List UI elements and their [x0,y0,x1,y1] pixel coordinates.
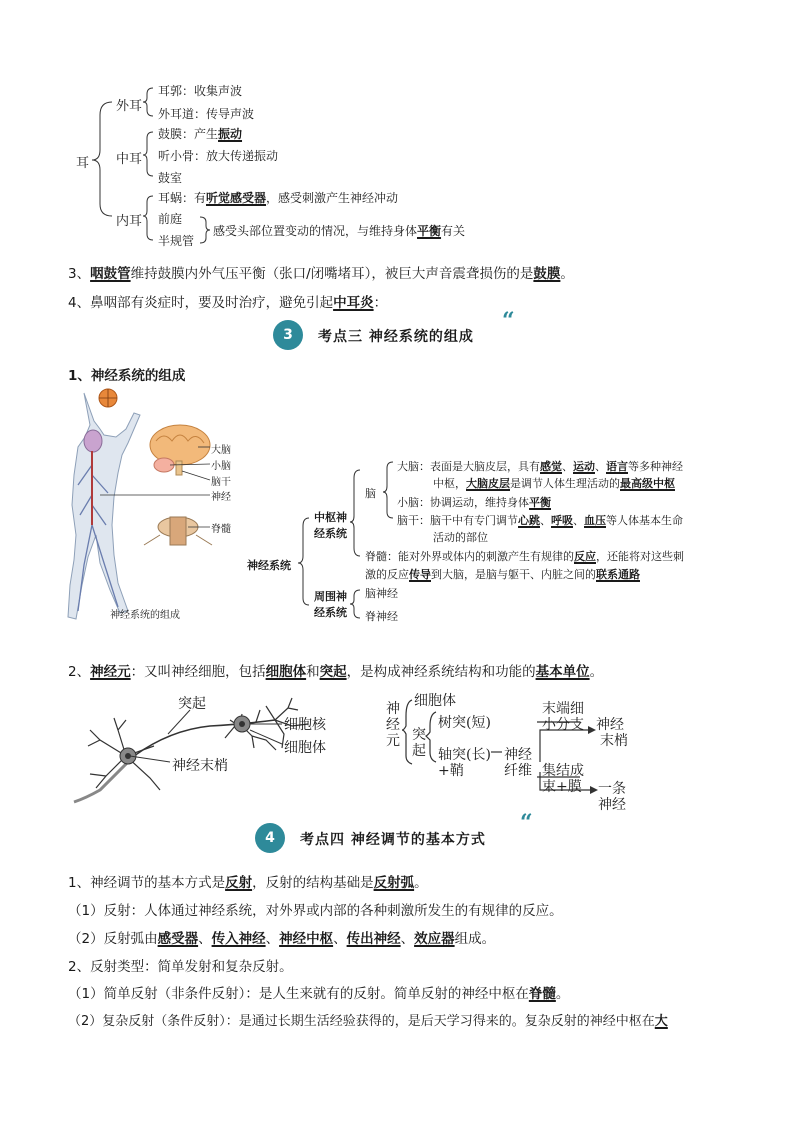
cerebellum-line: 小脑：协调运动，维持身体平衡 [397,496,551,509]
hw-process-1: 突 [412,727,426,743]
ear-root: 耳 [76,156,90,171]
fig-caption: 神经系统的组成 [110,610,180,621]
section-3-title: 考点三 神经系统的组成 [318,329,474,345]
reflex-p6: （2）复杂反射（条件反射）：是通过长期生活经验获得的，是后天学习得来的。复杂反射的神经中枢在大 [68,1014,668,1029]
hw-ending-2: 末梢 [600,733,628,749]
brain-label: 脑 [365,487,376,500]
fig-label-cerebellum: 小脑 [211,461,231,472]
reflex-p4: 2、反射类型：简单发射和复杂反射。 [68,959,293,975]
semicircular-canals-item: 半规管 [158,234,195,248]
fig-label-nerve-ending: 神经末梢 [172,758,228,774]
quote-mark-icon: “ [502,308,515,334]
hw-fiber-1: 神经 [504,747,532,763]
fig-label-nucleus: 细胞核 [284,717,326,733]
inner-ear-label: 内耳 [116,214,143,229]
cerebrum-line1: 大脑：表面是大脑皮层，具有感觉、运动、语言等多种神经 [397,460,683,473]
hw-nerve-2: 神经 [598,797,626,813]
hw-axon: 轴突(长) [438,747,491,763]
hw-nerve-1: 一条 [598,781,626,797]
peripheral-ns-line1: 周围神 [314,590,347,603]
vestibule-item: 前庭 [158,212,183,226]
brainstem-line2: 活动的部位 [433,531,488,544]
hw-soma: 细胞体 [414,693,456,709]
spinal-line2: 激的反应传导到大脑，是脑与躯干、内脏之间的联系通路 [365,568,640,581]
fig-label-brainstem: 脑干 [211,477,231,488]
middle-ear-label: 中耳 [116,152,143,167]
hw-fiber-2: 纤维 [504,763,532,779]
tympanic-cavity-item: 鼓室 [158,171,183,185]
central-ns-line1: 中枢神 [314,511,347,524]
hw-process-2: 起 [412,743,426,759]
quote-mark-icon-2: “ [520,810,533,836]
reflex-p5: （1）简单反射（非条件反射）：是人生来就有的反射。简单反射的神经中枢在脊髓。 [68,986,570,1002]
fig-label-process: 突起 [178,696,206,712]
neuron-paragraph: 2、神经元：又叫神经细胞，包括细胞体和突起，是构成神经系统结构和功能的基本单位。 [68,664,604,680]
section-3-badge: 3 [273,320,303,350]
ossicles-item: 听小骨：放大传递振动 [158,149,279,163]
section-4-badge: 4 [255,823,285,853]
ns-root: 神经系统 [247,559,291,572]
cranial-nerves: 脑神经 [365,587,398,600]
cerebrum-line2: 中枢，大脑皮层是调节人体生理活动的最高级中枢 [433,477,675,490]
paragraph-4: 4、鼻咽部有炎症时，要及时治疗，避免引起中耳炎： [68,295,388,311]
cochlea-item: 耳蜗：有听觉感受器，感受刺激产生神经冲动 [158,191,399,205]
reflex-p1: 1、神经调节的基本方式是反射，反射的结构基础是反射弧。 [68,875,428,891]
spinal-nerves: 脊神经 [365,610,398,623]
reflex-p2: （1）反射：人体通过神经系统，对外界或内部的各种刺激所发生的有规律的反应。 [68,903,563,919]
hw-ending-1: 神经 [596,717,624,733]
hw-bundle-1: 集结成 [542,763,584,779]
fig-label-spinal-cord: 脊髓 [211,524,231,535]
hw-root-3: 元 [386,733,400,749]
fig-label-cell-body: 细胞体 [284,740,326,756]
central-ns-line2: 经系统 [314,527,347,540]
balance-description: 感受头部位置变动的情况，与维持身体平衡有关 [213,224,466,238]
hw-branch-1: 末端细 [542,701,584,717]
hw-dendrite: 树突(短) [438,715,491,731]
nervous-system-heading: 1、神经系统的组成 [68,368,186,384]
pinna-item: 耳郭：收集声波 [158,84,243,98]
outer-ear-label: 外耳 [116,99,143,114]
spinal-line1: 脊髓：能对外界或体内的刺激产生有规律的反应，还能将对这些刺 [365,550,684,563]
fig-label-nerve: 神经 [211,492,231,503]
hw-root-1: 神 [386,701,400,717]
reflex-p3: （2）反射弧由感受器、传入神经、神经中枢、传出神经、效应器组成。 [68,931,496,947]
hw-bundle-2: 束+膜 [542,779,582,795]
ear-canal-item: 外耳道：传导声波 [158,107,255,121]
eardrum-item: 鼓膜：产生振动 [158,127,243,141]
brainstem-line1: 脑干：脑干中有专门调节心跳、呼吸、血压等人体基本生命 [397,514,683,527]
peripheral-ns-line2: 经系统 [314,606,347,619]
hw-root-2: 经 [386,717,400,733]
hw-branch-2: 小分支 [542,717,584,733]
hw-sheath: +鞘 [438,763,464,779]
paragraph-3: 3、咽鼓管维持鼓膜内外气压平衡（张口/闭嘴堵耳），被巨大声音震聋损伤的是鼓膜。 [68,266,574,282]
section-4-title: 考点四 神经调节的基本方式 [300,832,486,848]
fig-label-cerebrum: 大脑 [211,445,231,456]
